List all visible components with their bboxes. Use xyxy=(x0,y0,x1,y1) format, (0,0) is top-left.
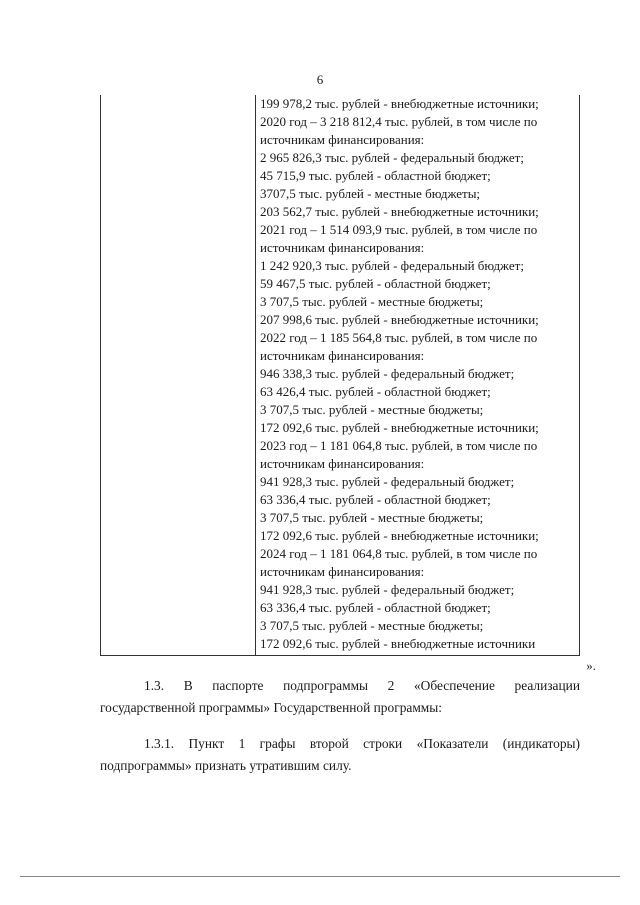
page-number: 6 xyxy=(316,72,324,87)
table-line: 2020 год – 3 218 812,4 тыс. рублей, в том числе по xyxy=(260,114,538,130)
table-line: 3 707,5 тыс. рублей - местные бюджеты; xyxy=(260,294,484,310)
table-line: 2 965 826,3 тыс. рублей - федеральный бюджет; xyxy=(260,150,524,166)
table-line: 203 562,7 тыс. рублей - внебюджетные источники; xyxy=(260,204,539,220)
paragraph-2-line-1: 1.3.1. Пункт 1 графы второй строки «Показатели (индикаторы) xyxy=(144,736,580,751)
table-line: 2021 год – 1 514 093,9 тыс. рублей, в том числе по xyxy=(260,222,538,238)
table-line: 2022 год – 1 185 564,8 тыс. рублей, в том числе по xyxy=(260,330,538,346)
table-line: 172 092,6 тыс. рублей - внебюджетные источники; xyxy=(260,420,539,436)
table-line: 63 426,4 тыс. рублей - областной бюджет; xyxy=(260,384,491,400)
paragraph-1-line-2: государственной программы» Государственной программы: xyxy=(100,700,442,715)
closing-quote: ». xyxy=(586,658,596,673)
table-line: источникам финансирования: xyxy=(260,456,425,472)
table-line: 3707,5 тыс. рублей - местные бюджеты; xyxy=(260,186,481,202)
financing-table xyxy=(100,95,580,656)
table-line: источникам финансирования: xyxy=(260,132,425,148)
paragraph-1-line-1: 1.3. В паспорте подпрограммы 2 «Обеспечение реализации xyxy=(144,678,580,693)
table-line: 3 707,5 тыс. рублей - местные бюджеты; xyxy=(260,402,484,418)
financing-cell xyxy=(260,95,578,653)
table-line: источникам финансирования: xyxy=(260,348,425,364)
table-line: 45 715,9 тыс. рублей - областной бюджет; xyxy=(260,168,491,184)
table-line: 2023 год – 1 181 064,8 тыс. рублей, в том числе по xyxy=(260,438,538,454)
table-line: источникам финансирования: xyxy=(260,564,425,580)
table-line: 2024 год – 1 181 064,8 тыс. рублей, в том числе по xyxy=(260,546,538,562)
table-line: 1 242 920,3 тыс. рублей - федеральный бюджет; xyxy=(260,258,524,274)
table-line: 63 336,4 тыс. рублей - областной бюджет; xyxy=(260,492,491,508)
table-line: 3 707,5 тыс. рублей - местные бюджеты; xyxy=(260,510,484,526)
table-line: 199 978,2 тыс. рублей - внебюджетные источники; xyxy=(260,96,539,111)
table-line: 946 338,3 тыс. рублей - федеральный бюджет; xyxy=(260,366,515,382)
table-line: 63 336,4 тыс. рублей - областной бюджет; xyxy=(260,600,491,616)
footer-rule xyxy=(20,876,620,877)
table-line: 172 092,6 тыс. рублей - внебюджетные источники; xyxy=(260,528,539,544)
table-line: 207 998,6 тыс. рублей - внебюджетные источники; xyxy=(260,312,539,328)
table-line: источникам финансирования: xyxy=(260,240,425,256)
table-line: 941 928,3 тыс. рублей - федеральный бюджет; xyxy=(260,474,515,490)
table-line: 59 467,5 тыс. рублей - областной бюджет; xyxy=(260,276,491,292)
table-line: 941 928,3 тыс. рублей - федеральный бюджет; xyxy=(260,582,515,598)
table-line: 172 092,6 тыс. рублей - внебюджетные источники xyxy=(260,636,536,652)
table-column-divider xyxy=(255,95,256,655)
paragraph-2-line-2: подпрограммы» признать утратившим силу. xyxy=(100,758,352,773)
table-line: 3 707,5 тыс. рублей - местные бюджеты; xyxy=(260,618,484,634)
